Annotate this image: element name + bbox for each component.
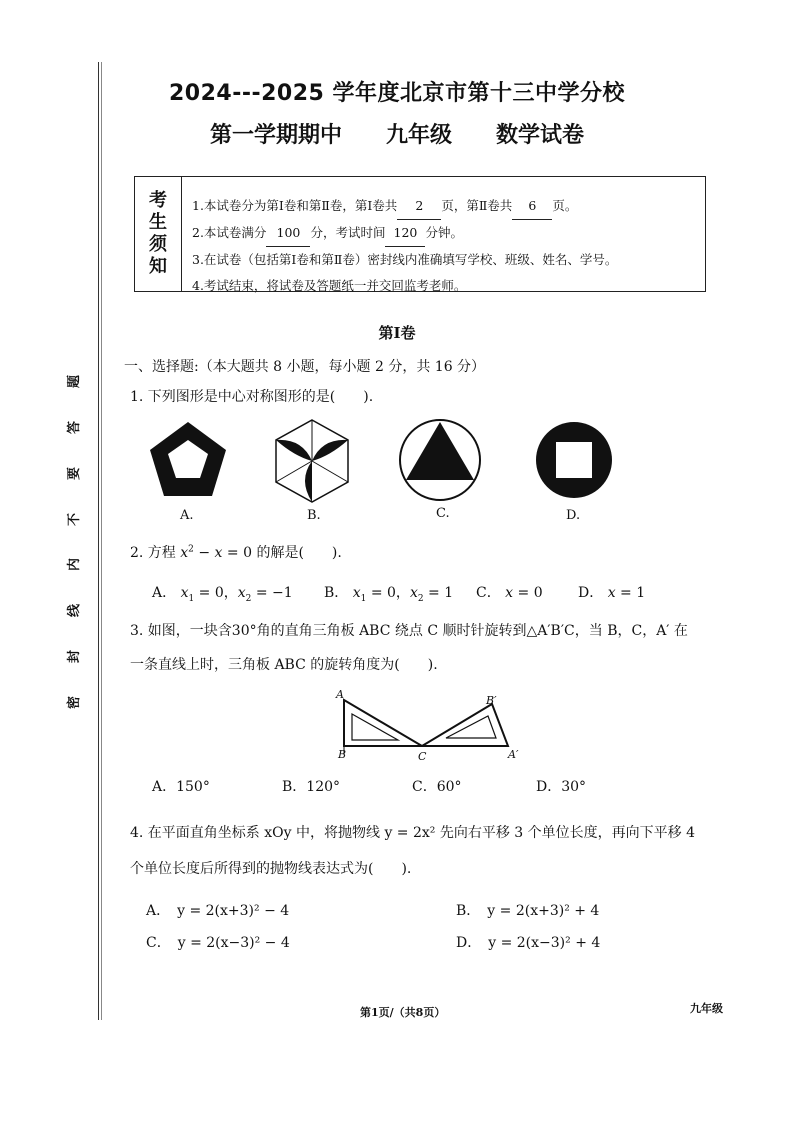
- section-heading: 一、选择题:（本大题共 8 小题，每小题 2 分，共 16 分）: [124, 359, 486, 375]
- q4-option-d: D． y = 2(x−3)² + 4: [456, 935, 601, 951]
- q2-option-c: C． x = 0: [476, 585, 543, 601]
- q2-option-a: A． $x_1 = 0$，$x_2 = -1$: [152, 585, 293, 604]
- seal-char: 题: [67, 374, 83, 389]
- q4-option-a: A． y = 2(x+3)² − 4: [146, 903, 290, 919]
- fig-label-a-prime: A′: [508, 748, 519, 761]
- q1-label-d: D.: [566, 508, 581, 523]
- q1-label-b: B.: [307, 508, 321, 523]
- q2-option-b: B． $x_1 = 0$，$x_2 = 1$: [324, 585, 454, 604]
- part-title: 第Ⅰ卷: [378, 324, 416, 342]
- question-1-stem: 1. 下列图形是中心对称图形的是( ).: [130, 389, 374, 405]
- notice-line-3: 3.在试卷（包括第Ⅰ卷和第Ⅱ卷）密封线内准确填写学校、班级、姓名、学号。: [192, 252, 618, 267]
- q3-option-c: C．60°: [412, 779, 462, 795]
- q4-option-b: B． y = 2(x+3)² + 4: [456, 903, 600, 919]
- figure-d-circle-square: [536, 422, 612, 498]
- notice-line-2: 2.本试卷满分 100 分，考试时间 120 分钟。: [192, 220, 705, 247]
- fig-label-b-prime: B′: [486, 694, 497, 707]
- term-label: 第一学期期中: [209, 123, 342, 148]
- seal-char: 答: [67, 420, 83, 434]
- seal-char: 不: [67, 512, 83, 526]
- q1-label-c: C.: [436, 506, 450, 521]
- question-1-figures: [146, 416, 686, 506]
- q3-option-d: D．30°: [536, 779, 587, 795]
- seal-char: 线: [67, 604, 83, 618]
- notice-header-char: 知: [149, 256, 167, 277]
- binding-line-inner: [101, 62, 102, 1020]
- candidate-notice-box: [134, 176, 706, 292]
- q2-option-d: D． x = 1: [578, 585, 646, 601]
- seal-char: 密: [67, 695, 83, 709]
- fig-label-c: C: [418, 750, 427, 763]
- notice-header-char: 考: [149, 190, 167, 211]
- figure-a-pentagon: [150, 422, 226, 496]
- q3-option-b: B．120°: [282, 779, 341, 795]
- grade-footer: 九年级: [690, 1002, 723, 1015]
- binding-line: [98, 62, 99, 1020]
- seal-line-text: [60, 372, 86, 712]
- question-3-figure: [330, 690, 530, 762]
- figure-b-hexagon: [276, 420, 348, 502]
- question-4-line-2: 个单位长度后所得到的抛物线表达式为( ).: [130, 861, 412, 877]
- q1-label-a: A.: [180, 508, 194, 523]
- seal-char: 要: [67, 466, 83, 480]
- notice-line-4: 4.考试结束，将试卷及答题纸一并交回监考老师。: [192, 278, 467, 293]
- seal-char: 内: [67, 558, 83, 572]
- notice-body: [182, 177, 705, 291]
- subject-label: 数学试卷: [496, 123, 585, 148]
- exam-subtitle: [0, 118, 794, 149]
- question-2-stem: 2. 方程 $x^2 - x = 0$ 的解是( ).: [130, 544, 342, 561]
- notice-line-1: 1.本试卷分为第Ⅰ卷和第Ⅱ卷，第Ⅰ卷共 2 页，第Ⅱ卷共 6 页。: [192, 193, 705, 220]
- notice-header-char: 生: [149, 212, 167, 233]
- fig-label-b: B: [338, 748, 347, 761]
- notice-header-char: 须: [149, 234, 167, 255]
- page-number: 第1页/（共8页）: [360, 1006, 446, 1019]
- exam-title: 2024---2025 学年度北京市第十三中学分校: [168, 81, 625, 106]
- grade-label: 九年级: [385, 123, 452, 148]
- question-4-line-1: 4. 在平面直角坐标系 xOy 中，将抛物线 y = 2x² 先向右平移 3 个单位长度，再向下平移 4: [130, 825, 696, 841]
- q4-option-c: C． y = 2(x−3)² − 4: [146, 935, 290, 951]
- q3-option-a: A．150°: [152, 779, 210, 795]
- notice-header: [135, 177, 182, 291]
- figure-c-circle-triangle: [400, 420, 480, 500]
- question-3-line-1: 3. 如图，一块含30°角的直角三角板 ABC 绕点 C 顺时针旋转到△A′B′C，当 B，C，A′ 在: [130, 623, 688, 639]
- fig-label-a: A: [336, 688, 344, 701]
- question-3-line-2: 一条直线上时，三角板 ABC 的旋转角度为( ).: [130, 657, 438, 673]
- seal-char: 封: [67, 650, 83, 664]
